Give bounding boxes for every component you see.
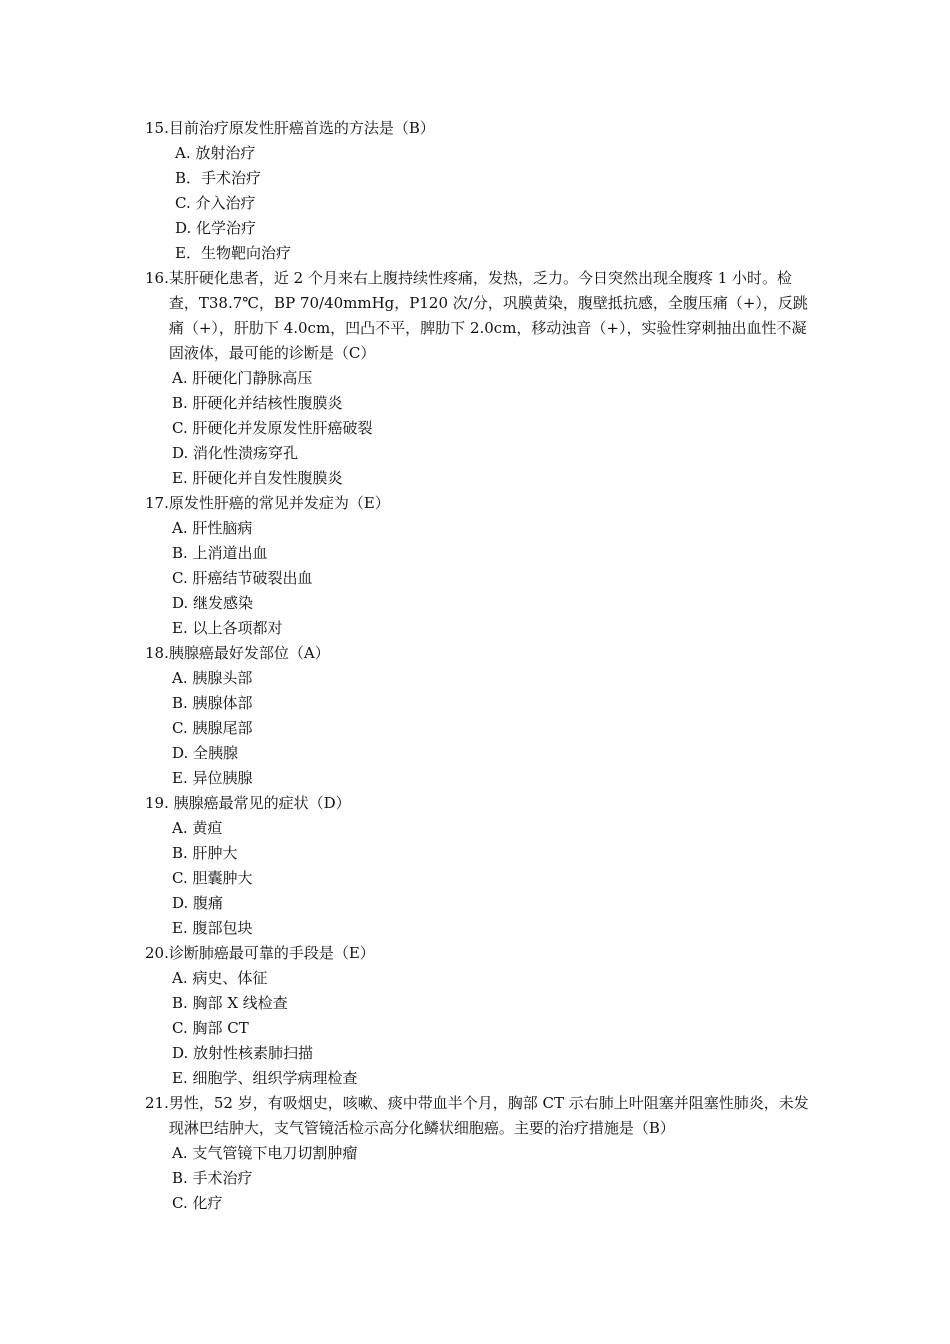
question-stem	[145, 791, 810, 816]
option-e: E. 肝硬化并自发性腹膜炎	[172, 469, 343, 487]
question-text: 男性，52 岁，有吸烟史，咳嗽、痰中带血半个月，胸部 CT 示右肺上叶阻塞并阻塞性肺炎，未发现淋巴结肿大，支气管镜活检示高分化鳞状细胞癌。主要的治疗措施是（B）	[168, 1094, 809, 1137]
option-a: A. 放射治疗	[175, 144, 256, 162]
option-b: B. 肝肿大	[172, 844, 238, 862]
document-page	[145, 116, 810, 1216]
question-16	[145, 266, 810, 491]
option-d: D. 消化性溃疡穿孔	[172, 444, 299, 462]
question-stem	[145, 266, 810, 366]
question-number: 19.	[145, 794, 174, 812]
option-e: E. 异位胰腺	[172, 769, 253, 787]
option-d: D. 全胰腺	[172, 744, 239, 762]
option-b: B. 胰腺体部	[172, 694, 253, 712]
option-e: E. 细胞学、组织学病理检查	[172, 1069, 358, 1087]
question-stem	[145, 641, 810, 666]
question-stem	[145, 1091, 810, 1141]
option-e: E. 腹部包块	[172, 919, 253, 937]
option-d: D. 继发感染	[172, 594, 254, 612]
question-number: 18.	[145, 644, 169, 662]
option-d: D. 化学治疗	[175, 219, 257, 237]
option-c: C. 胆囊肿大	[172, 869, 253, 887]
option-a: A. 病史、体征	[172, 969, 268, 987]
option-d: D. 放射性核素肺扫描	[172, 1044, 314, 1062]
question-number: 21.	[145, 1094, 169, 1112]
question-19	[145, 791, 810, 941]
option-a: A. 黄疸	[172, 819, 223, 837]
question-number: 20.	[145, 944, 169, 962]
question-21	[145, 1091, 810, 1216]
option-a: A. 支气管镜下电刀切割肿瘤	[172, 1144, 358, 1162]
question-17	[145, 491, 810, 641]
option-c: C. 肝硬化并发原发性肝癌破裂	[172, 419, 373, 437]
option-c: C. 化疗	[172, 1194, 223, 1212]
option-e: E. 以上各项都对	[172, 619, 283, 637]
question-text: 胰腺癌最常见的症状（D）	[173, 794, 351, 812]
option-a: A. 肝硬化门静脉高压	[172, 369, 313, 387]
question-text: 胰腺癌最好发部位（A）	[168, 644, 330, 662]
option-d: D. 腹痛	[172, 894, 224, 912]
question-18	[145, 641, 810, 791]
question-stem	[145, 116, 810, 141]
question-number: 16.	[145, 269, 169, 287]
option-a: A. 肝性脑病	[172, 519, 253, 537]
question-text: 原发性肝癌的常见并发症为（E）	[168, 494, 390, 512]
option-c: C. 胰腺尾部	[172, 719, 253, 737]
option-b: B. 上消道出血	[172, 544, 268, 562]
question-20	[145, 941, 810, 1091]
option-c: C. 肝癌结节破裂出血	[172, 569, 313, 587]
question-text: 目前治疗原发性肝癌首选的方法是（B）	[168, 119, 435, 137]
option-a: A. 胰腺头部	[172, 669, 253, 687]
option-e: E．生物靶向治疗	[175, 244, 291, 262]
question-stem	[145, 941, 810, 966]
question-number: 17.	[145, 494, 169, 512]
option-b: B. 肝硬化并结核性腹膜炎	[172, 394, 343, 412]
question-text: 诊断肺癌最可靠的手段是（E）	[168, 944, 375, 962]
question-stem	[145, 491, 810, 516]
option-b: B. 手术治疗	[172, 1169, 253, 1187]
option-c: C. 介入治疗	[175, 194, 256, 212]
option-c: C. 胸部 CT	[172, 1019, 249, 1037]
question-number: 15.	[145, 119, 169, 137]
question-15	[145, 116, 810, 266]
option-b: B．手术治疗	[175, 169, 262, 187]
option-b: B. 胸部 X 线检查	[172, 994, 288, 1012]
question-text: 某肝硬化患者，近 2 个月来右上腹持续性疼痛，发热，乏力。今日突然出现全腹疼 1 小时。检查，T38.7℃，BP 70/40mmHg，P120 次/分，巩膜黄染，腹壁抵抗感，全腹压痛（+），反跳痛（+），肝肋下 4.0cm，凹凸不平，脾肋下 2.0cm，移动浊音（+），实验性穿刺抽出血性不凝固液体，最可能的诊断是（C）	[168, 269, 808, 362]
